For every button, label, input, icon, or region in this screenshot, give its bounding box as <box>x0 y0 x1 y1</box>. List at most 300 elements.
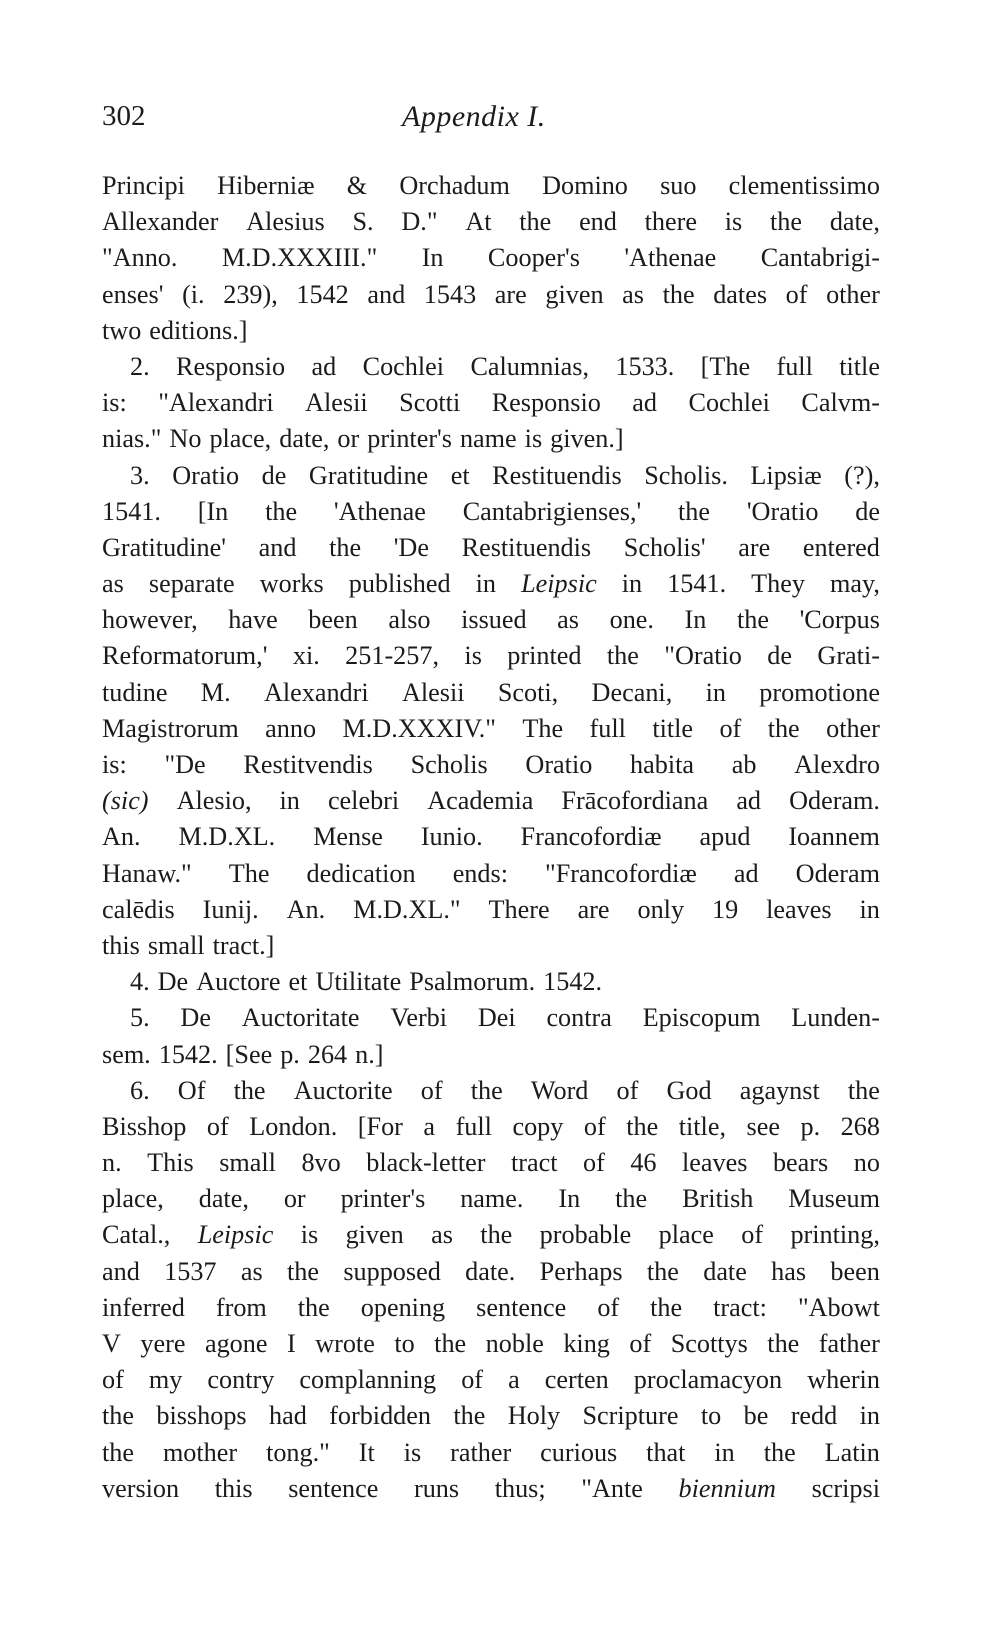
word: M.D.XXXIV." <box>342 713 496 743</box>
word: Mense <box>313 822 383 852</box>
word: place, <box>209 424 272 454</box>
word: Calumnias, <box>470 351 589 381</box>
word: de <box>855 496 880 526</box>
word: is <box>524 424 543 454</box>
word: At <box>465 207 492 237</box>
text-line <box>102 747 880 783</box>
word: habita <box>630 750 695 779</box>
word: Principi <box>102 171 185 200</box>
word: Restituendis <box>461 532 592 562</box>
word: Oratio <box>172 460 240 490</box>
word: 19 <box>712 894 739 924</box>
word: They <box>751 569 805 599</box>
word: agaynst <box>739 1075 820 1105</box>
word: in <box>859 894 880 924</box>
word: black-letter <box>366 1148 486 1178</box>
word: date <box>703 1256 747 1286</box>
word: have <box>228 605 278 635</box>
word: there <box>644 207 697 237</box>
word: Oratio <box>525 750 593 779</box>
word: n. <box>102 1148 122 1178</box>
word: 46 <box>630 1148 657 1178</box>
word: dates <box>713 279 768 309</box>
text-line <box>102 240 880 276</box>
word: proclamacyon <box>633 1365 783 1395</box>
word: 1542 <box>296 279 349 309</box>
word: thus; <box>494 1473 546 1503</box>
word: Cantabrigi- <box>760 243 880 273</box>
word: that <box>646 1437 686 1467</box>
word: contra <box>546 1003 612 1033</box>
word: redd <box>790 1401 838 1431</box>
word: 6. <box>130 1075 150 1105</box>
word: copy <box>512 1111 564 1141</box>
word: of <box>461 1365 484 1395</box>
word: tract: <box>713 1292 767 1322</box>
word: The <box>522 713 564 743</box>
word: [For <box>357 1111 403 1141</box>
word: Word <box>530 1075 589 1105</box>
word: Orchadum <box>399 171 510 200</box>
word: de <box>261 460 287 490</box>
word: the <box>626 1111 659 1141</box>
word: (i. <box>182 279 205 309</box>
running-head: Appendix I. <box>402 100 546 133</box>
word: of <box>597 1292 620 1322</box>
word: Alexandri <box>263 677 369 707</box>
word: 1542. <box>543 967 603 997</box>
text-line <box>102 1471 880 1507</box>
word: the <box>650 1292 683 1322</box>
word: [See <box>225 1039 273 1069</box>
word: supposed <box>343 1256 441 1286</box>
word: the <box>847 1075 880 1105</box>
page-header <box>102 100 902 140</box>
word: opening <box>360 1292 446 1322</box>
word: in <box>705 677 726 707</box>
word: no <box>853 1148 880 1178</box>
word: of <box>616 1075 639 1105</box>
word: tong." <box>266 1437 330 1467</box>
word: "Anno. <box>102 243 178 273</box>
word: In <box>684 605 707 635</box>
text-line <box>102 204 880 240</box>
word: de <box>767 641 793 671</box>
text-line <box>102 1073 880 1109</box>
word: the <box>678 496 711 526</box>
word: leaves <box>766 894 832 924</box>
word: the <box>646 1256 679 1286</box>
word: two <box>102 315 142 345</box>
word: In <box>558 1184 581 1214</box>
word: Cantabrigienses,' <box>462 496 642 526</box>
word: agone <box>204 1329 268 1358</box>
word: tudine <box>102 677 168 707</box>
word: clementissimo <box>728 171 880 200</box>
word: 'Oratio <box>746 496 819 526</box>
word: Cochlei <box>688 388 770 418</box>
word: Oderam. <box>789 786 880 816</box>
word: title, <box>678 1111 727 1141</box>
word: is: <box>102 750 127 779</box>
word: 'De <box>393 532 429 562</box>
word: printing, <box>790 1220 880 1250</box>
word: a <box>508 1365 520 1395</box>
word: ad <box>733 858 759 888</box>
word: this <box>102 930 140 960</box>
word: Leipsic <box>197 1220 274 1250</box>
word: the <box>615 1184 648 1214</box>
text-line <box>102 1109 880 1145</box>
word: been <box>308 605 358 635</box>
word: as <box>102 569 124 599</box>
word: and <box>367 279 406 309</box>
word: wherin <box>807 1365 880 1395</box>
word: British <box>682 1184 754 1214</box>
word: ends: <box>452 858 508 888</box>
word: xi. <box>292 641 320 671</box>
word: see <box>746 1111 780 1141</box>
word: also <box>388 605 431 635</box>
word: the <box>480 1220 513 1250</box>
word: nias." <box>102 424 162 454</box>
word: has <box>771 1256 807 1286</box>
word: of <box>719 713 742 743</box>
word: small <box>219 1148 276 1178</box>
word: M.D.XXXIII." <box>221 243 378 273</box>
word: apud <box>699 822 751 852</box>
word: Alesio, <box>176 786 252 816</box>
word: Lunden- <box>791 1003 880 1033</box>
word: as <box>622 279 644 309</box>
word: or <box>337 424 360 454</box>
word: 268 <box>840 1111 880 1141</box>
word: 251-257, <box>345 641 440 671</box>
word: title <box>652 713 694 743</box>
word: the <box>434 1329 467 1358</box>
word: Alexdro <box>794 750 880 779</box>
word: Hiberniæ <box>217 171 315 200</box>
word: Episcopum <box>642 1003 761 1033</box>
word: of <box>785 279 808 309</box>
word: given <box>545 279 604 309</box>
word: 1541. <box>102 496 161 526</box>
word: No <box>169 424 202 454</box>
word: of <box>206 1111 229 1141</box>
word: in <box>475 569 497 599</box>
word: the <box>763 1437 796 1467</box>
word: of <box>741 1220 764 1250</box>
word: London. <box>249 1111 338 1141</box>
text-line <box>102 277 880 313</box>
word: end <box>579 207 617 237</box>
word: "Abowt <box>797 1292 880 1322</box>
word: Magistrorum <box>102 713 239 743</box>
word: contry <box>207 1365 275 1395</box>
word: however, <box>102 605 198 635</box>
word: Restitvendis <box>243 750 373 779</box>
word: Oderam <box>795 858 880 888</box>
word: 1543 <box>423 279 477 309</box>
word: Of <box>177 1075 206 1105</box>
word: other <box>826 279 880 309</box>
word: my <box>148 1365 183 1395</box>
word: certen <box>544 1365 609 1395</box>
word: Verbi <box>390 1003 448 1033</box>
word: 3. <box>130 460 150 490</box>
word: father <box>818 1329 880 1358</box>
word: the <box>736 605 769 635</box>
word: full <box>455 1111 492 1141</box>
word: "Francofordiæ <box>545 858 697 888</box>
text-line <box>102 1037 880 1073</box>
page-number: 302 <box>102 100 146 132</box>
word: the <box>606 641 639 671</box>
word: other <box>826 713 880 743</box>
word: 1533. <box>615 351 675 381</box>
word: Scholis. <box>644 460 728 490</box>
word: to <box>700 1401 722 1431</box>
word: complanning <box>299 1365 437 1395</box>
word: V <box>102 1329 121 1358</box>
text-line <box>102 856 880 892</box>
word: n.] <box>355 1039 384 1069</box>
word: is <box>464 641 482 671</box>
word: scripsi <box>811 1473 880 1503</box>
text-line <box>102 964 880 1000</box>
word: anno <box>265 713 317 743</box>
word: Scottys <box>670 1329 748 1358</box>
word: are <box>577 894 610 924</box>
word: printer's <box>367 424 452 454</box>
word: the <box>102 1401 134 1431</box>
word: Museum <box>788 1184 880 1214</box>
word: dedication <box>306 858 416 888</box>
word: De <box>157 967 189 997</box>
word: Alesius <box>246 207 325 237</box>
word: mother <box>162 1437 238 1467</box>
word: An. <box>102 822 141 852</box>
text-line <box>102 1000 880 1036</box>
word: entered <box>802 532 880 562</box>
word: date, <box>198 1184 249 1214</box>
word: Auctoritate <box>241 1003 360 1033</box>
word: are <box>494 279 527 309</box>
word: place <box>658 1220 714 1250</box>
word: full <box>589 713 626 743</box>
word: et <box>288 967 308 997</box>
word: is: <box>102 388 127 418</box>
word: place, <box>102 1184 164 1214</box>
word: I <box>286 1329 296 1358</box>
word: 5. <box>130 1003 150 1033</box>
word: Utilitate <box>315 967 402 997</box>
word: name. <box>460 1184 524 1214</box>
word: had <box>268 1401 307 1431</box>
word: the <box>453 1401 486 1431</box>
word: forbidden <box>329 1401 431 1431</box>
word: Dei <box>477 1003 516 1033</box>
text-line <box>102 638 880 674</box>
word: Perhaps <box>539 1256 623 1286</box>
word: ad <box>736 786 762 816</box>
word: [The <box>700 351 751 381</box>
word: M.D.XL." <box>353 894 461 924</box>
word: given.] <box>550 424 624 454</box>
word: The <box>228 858 270 888</box>
word: this <box>214 1473 253 1503</box>
word: (?), <box>844 460 880 490</box>
word: [In <box>197 496 229 526</box>
word: runs <box>413 1473 460 1503</box>
word: date. <box>465 1256 516 1286</box>
text-line <box>102 349 880 385</box>
word: This <box>147 1148 194 1178</box>
word: tract <box>510 1148 558 1178</box>
word: small <box>147 930 205 960</box>
text-line <box>102 892 880 928</box>
word: Gratitudine' <box>102 532 226 562</box>
text-line <box>102 711 880 747</box>
word: tract.] <box>212 930 275 960</box>
word: as <box>557 605 579 635</box>
text-line <box>102 1254 880 1290</box>
text-line <box>102 1435 880 1471</box>
text-line <box>102 1181 880 1217</box>
word: Hanaw." <box>102 858 192 888</box>
word: full <box>776 351 813 381</box>
word: and <box>258 532 297 562</box>
word: Alesii <box>401 677 465 707</box>
word: et <box>450 460 470 490</box>
word: Psalmorum. <box>409 967 536 997</box>
word: version <box>102 1473 180 1503</box>
text-line <box>102 602 880 638</box>
text-line <box>102 458 880 494</box>
word: M.D.XL. <box>178 822 276 852</box>
word: king <box>563 1329 610 1358</box>
word: the <box>102 1437 134 1467</box>
word: Grati- <box>817 641 880 671</box>
word: Responsio <box>491 388 601 418</box>
word: D." <box>401 207 438 237</box>
word: It <box>358 1437 375 1467</box>
word: ab <box>731 750 757 779</box>
word: is <box>403 1437 422 1467</box>
word: the <box>770 207 803 237</box>
word: p. <box>800 1111 821 1141</box>
word: 'Athenae <box>624 243 717 273</box>
word: given <box>345 1220 404 1250</box>
word: Scholis <box>410 750 488 779</box>
word: & <box>346 171 368 200</box>
word: 239), <box>223 279 278 309</box>
word: probable <box>539 1220 632 1250</box>
text-line <box>102 566 880 602</box>
word: the <box>297 1292 330 1322</box>
word: the <box>287 1256 319 1286</box>
word: 1541. <box>667 569 727 599</box>
word: Auctorite <box>293 1075 393 1105</box>
word: name <box>459 424 517 454</box>
word: curious <box>540 1437 618 1467</box>
word: 264 <box>307 1039 348 1069</box>
word: in <box>859 1401 880 1431</box>
word: to <box>394 1329 415 1358</box>
text-line <box>102 1145 880 1181</box>
word: De <box>180 1003 211 1033</box>
word: are <box>738 532 771 562</box>
text-line <box>102 928 880 964</box>
word: Francofordiæ <box>520 822 662 852</box>
word: or <box>283 1184 306 1214</box>
word: works <box>259 569 324 599</box>
text-line <box>102 1290 880 1326</box>
word: 8vo <box>301 1148 341 1178</box>
word: only <box>637 894 685 924</box>
word: Lipsiæ <box>750 460 822 490</box>
word: date, <box>279 424 330 454</box>
word: Iunij. <box>202 894 259 924</box>
word: Scholis' <box>623 532 706 562</box>
word: S. <box>352 207 374 237</box>
text-line <box>102 675 880 711</box>
word: and <box>102 1256 140 1286</box>
word: biennium <box>678 1473 776 1503</box>
word: leaves <box>682 1148 748 1178</box>
text-line <box>102 819 880 855</box>
word: Frācofordiana <box>561 786 709 816</box>
word: enses' <box>102 279 164 309</box>
text-line <box>102 1398 880 1434</box>
word: noble <box>485 1329 544 1358</box>
word: in <box>621 569 643 599</box>
text-line <box>102 385 880 421</box>
word: Alesii <box>305 388 368 418</box>
word: one. <box>609 605 654 635</box>
word: may, <box>830 569 880 599</box>
word: Allexander <box>102 207 219 237</box>
word: Ioannem <box>788 822 880 852</box>
word: Auctore <box>196 967 281 997</box>
word: title <box>839 351 880 381</box>
word: Gratitudine <box>308 460 429 490</box>
word: date, <box>829 207 880 237</box>
word: Iunio. <box>420 822 483 852</box>
word: be <box>743 1401 769 1431</box>
word: "Oratio <box>664 641 742 671</box>
word: the <box>767 713 800 743</box>
word: separate <box>148 569 235 599</box>
word: In <box>421 243 444 273</box>
word: of <box>583 1148 605 1178</box>
word: ad <box>632 388 658 418</box>
word: of <box>102 1365 124 1395</box>
word: 2. <box>130 351 150 381</box>
word: is <box>724 207 743 237</box>
word: editions.] <box>149 315 248 345</box>
word: Calvm- <box>801 388 880 418</box>
text-line <box>102 494 880 530</box>
word: the <box>233 1075 266 1105</box>
word: calēdis <box>102 894 175 924</box>
word: "De <box>164 750 206 779</box>
text-line <box>102 530 880 566</box>
word: the <box>329 532 362 562</box>
text-line <box>102 1362 880 1398</box>
word: published <box>348 569 451 599</box>
word: of <box>629 1329 652 1358</box>
